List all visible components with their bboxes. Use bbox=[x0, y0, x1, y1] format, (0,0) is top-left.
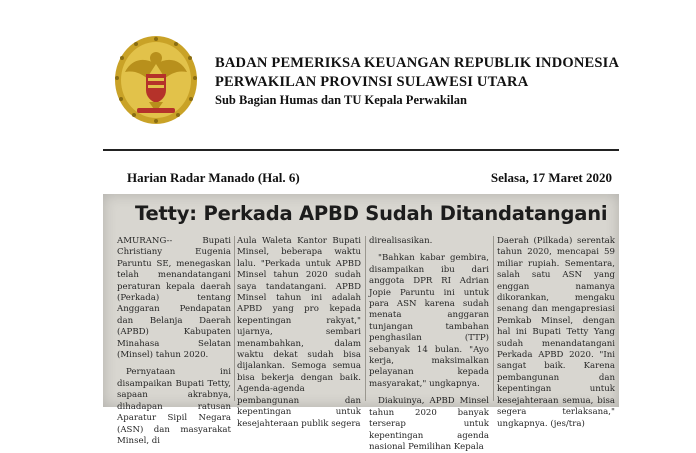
newspaper-clipping bbox=[103, 194, 619, 452]
article-paragraph: Pernyataan ini disampaikan Bupati Tetty, sapaan akrabnya, dihadapan ratusan Aparatur Sipil Negara (ASN) dan masyarakat Minsel, di bbox=[117, 367, 231, 446]
article-paragraph: Daerah (Pilkada) serentak tahun 2020, mencapai 59 miliar rupiah. Sementara, salah satu ASN yang enggan namanya dikorankan, mengaku senang dan mengapresiasi Pemkab Minsel, dengan hal ini Bupati Tetty Yang sudah menandatangani Perkada APBD 2020. "Ini sangat baik. Karena pembangunan dan kepentingan untuk kesejahteraan semua, bisa segera terlaksana," ungkapnya. (jes/tra) bbox=[497, 236, 615, 429]
article-column-3 bbox=[369, 236, 489, 452]
column-divider bbox=[365, 236, 366, 401]
column-divider bbox=[493, 236, 494, 401]
org-subunit: Sub Bagian Humas dan TU Kepala Perwakilan bbox=[215, 93, 467, 107]
article-paragraph: Aula Waleta Kantor Bupati Minsel, beberapa waktu lalu. "Perkada untuk APBD Minsel tahun 2020 sudah saya tandatangani. APBD Minsel tahun ini adalah APBD yang pro kepada kepentingan rakyat," ujarnya, sembari menambahkan, dalam waktu dekat sudah bisa dijalankan. Semoga semua bisa bekerja dengan baik. Agenda-agenda pembangunan dan kepentingan untuk kesejahteraan publik segera bbox=[237, 236, 361, 429]
org-name-line1: BADAN PEMERIKSA KEUANGAN REPUBLIK INDONESIA bbox=[215, 55, 620, 71]
garuda-emblem-icon bbox=[113, 34, 199, 126]
article-paragraph: "Bahkan kabar gembira, disampaikan ibu dari anggota DPR RI Adrian Jopie Paruntu ini untuk para ASN karena sudah menata anggaran tunjangan tambahan penghasilan (TTP) sebanyak 14 bulan. "Ayo kerja, maksimalkan pelayanan kepada masyarakat," ungkapnya. bbox=[369, 253, 489, 389]
publication-source: Harian Radar Manado (Hal. 6) bbox=[127, 170, 300, 185]
header-divider bbox=[103, 149, 619, 151]
article-paragraph: Diakuinya, APBD Minsel tahun 2020 banyak terserap untuk kepentingan agenda nasional Pemilihan Kepala bbox=[369, 396, 489, 452]
article-column-1 bbox=[117, 236, 231, 446]
publication-date: Selasa, 17 Maret 2020 bbox=[490, 170, 612, 185]
org-name-line2: PERWAKILAN PROVINSI SULAWESI UTARA bbox=[215, 74, 529, 90]
article-headline: Tetty: Perkada APBD Sudah Ditandatangani bbox=[135, 202, 608, 225]
article-column-4 bbox=[497, 236, 615, 429]
column-divider bbox=[234, 236, 235, 401]
article-column-2 bbox=[237, 236, 361, 429]
article-paragraph: AMURANG-- Bupati Christiany Eugenia Paruntu SE, menegaskan telah menandatangani peraturan kepala daerah (Perkada) tentang Anggaran Pendapatan dan Belanja Daerah (APBD) Kabupaten Minahasa Selatan (Minsel) tahun 2020. bbox=[117, 236, 231, 361]
article-paragraph: direalisasikan. bbox=[369, 236, 433, 246]
